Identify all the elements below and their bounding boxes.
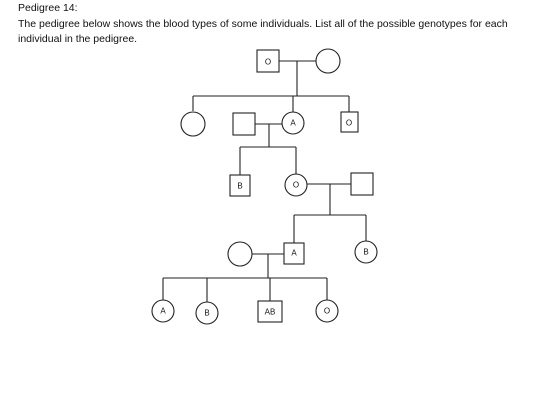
blood-type-label: O	[292, 180, 300, 190]
male-symbol	[233, 113, 255, 135]
blood-type-label: AB	[264, 307, 276, 317]
blood-type-label: A	[160, 306, 166, 316]
blood-type-label: B	[363, 247, 369, 257]
blood-type-label: O	[345, 118, 353, 128]
female-symbol	[181, 112, 205, 136]
female-symbol	[316, 49, 340, 73]
male-symbol	[351, 173, 373, 195]
blood-type-label: O	[264, 57, 272, 67]
page-title: Pedigree 14:	[18, 2, 78, 14]
blood-type-label: O	[323, 306, 331, 316]
blood-type-label: B	[204, 308, 210, 318]
female-symbol	[228, 242, 252, 266]
blood-type-label: A	[291, 248, 297, 258]
instructions-text: The pedigree below shows the blood types of some individuals. List all of the possible genotypes for each individual in the pedigree.	[18, 18, 508, 45]
blood-type-label: B	[237, 181, 243, 191]
blood-type-label: A	[290, 118, 296, 128]
